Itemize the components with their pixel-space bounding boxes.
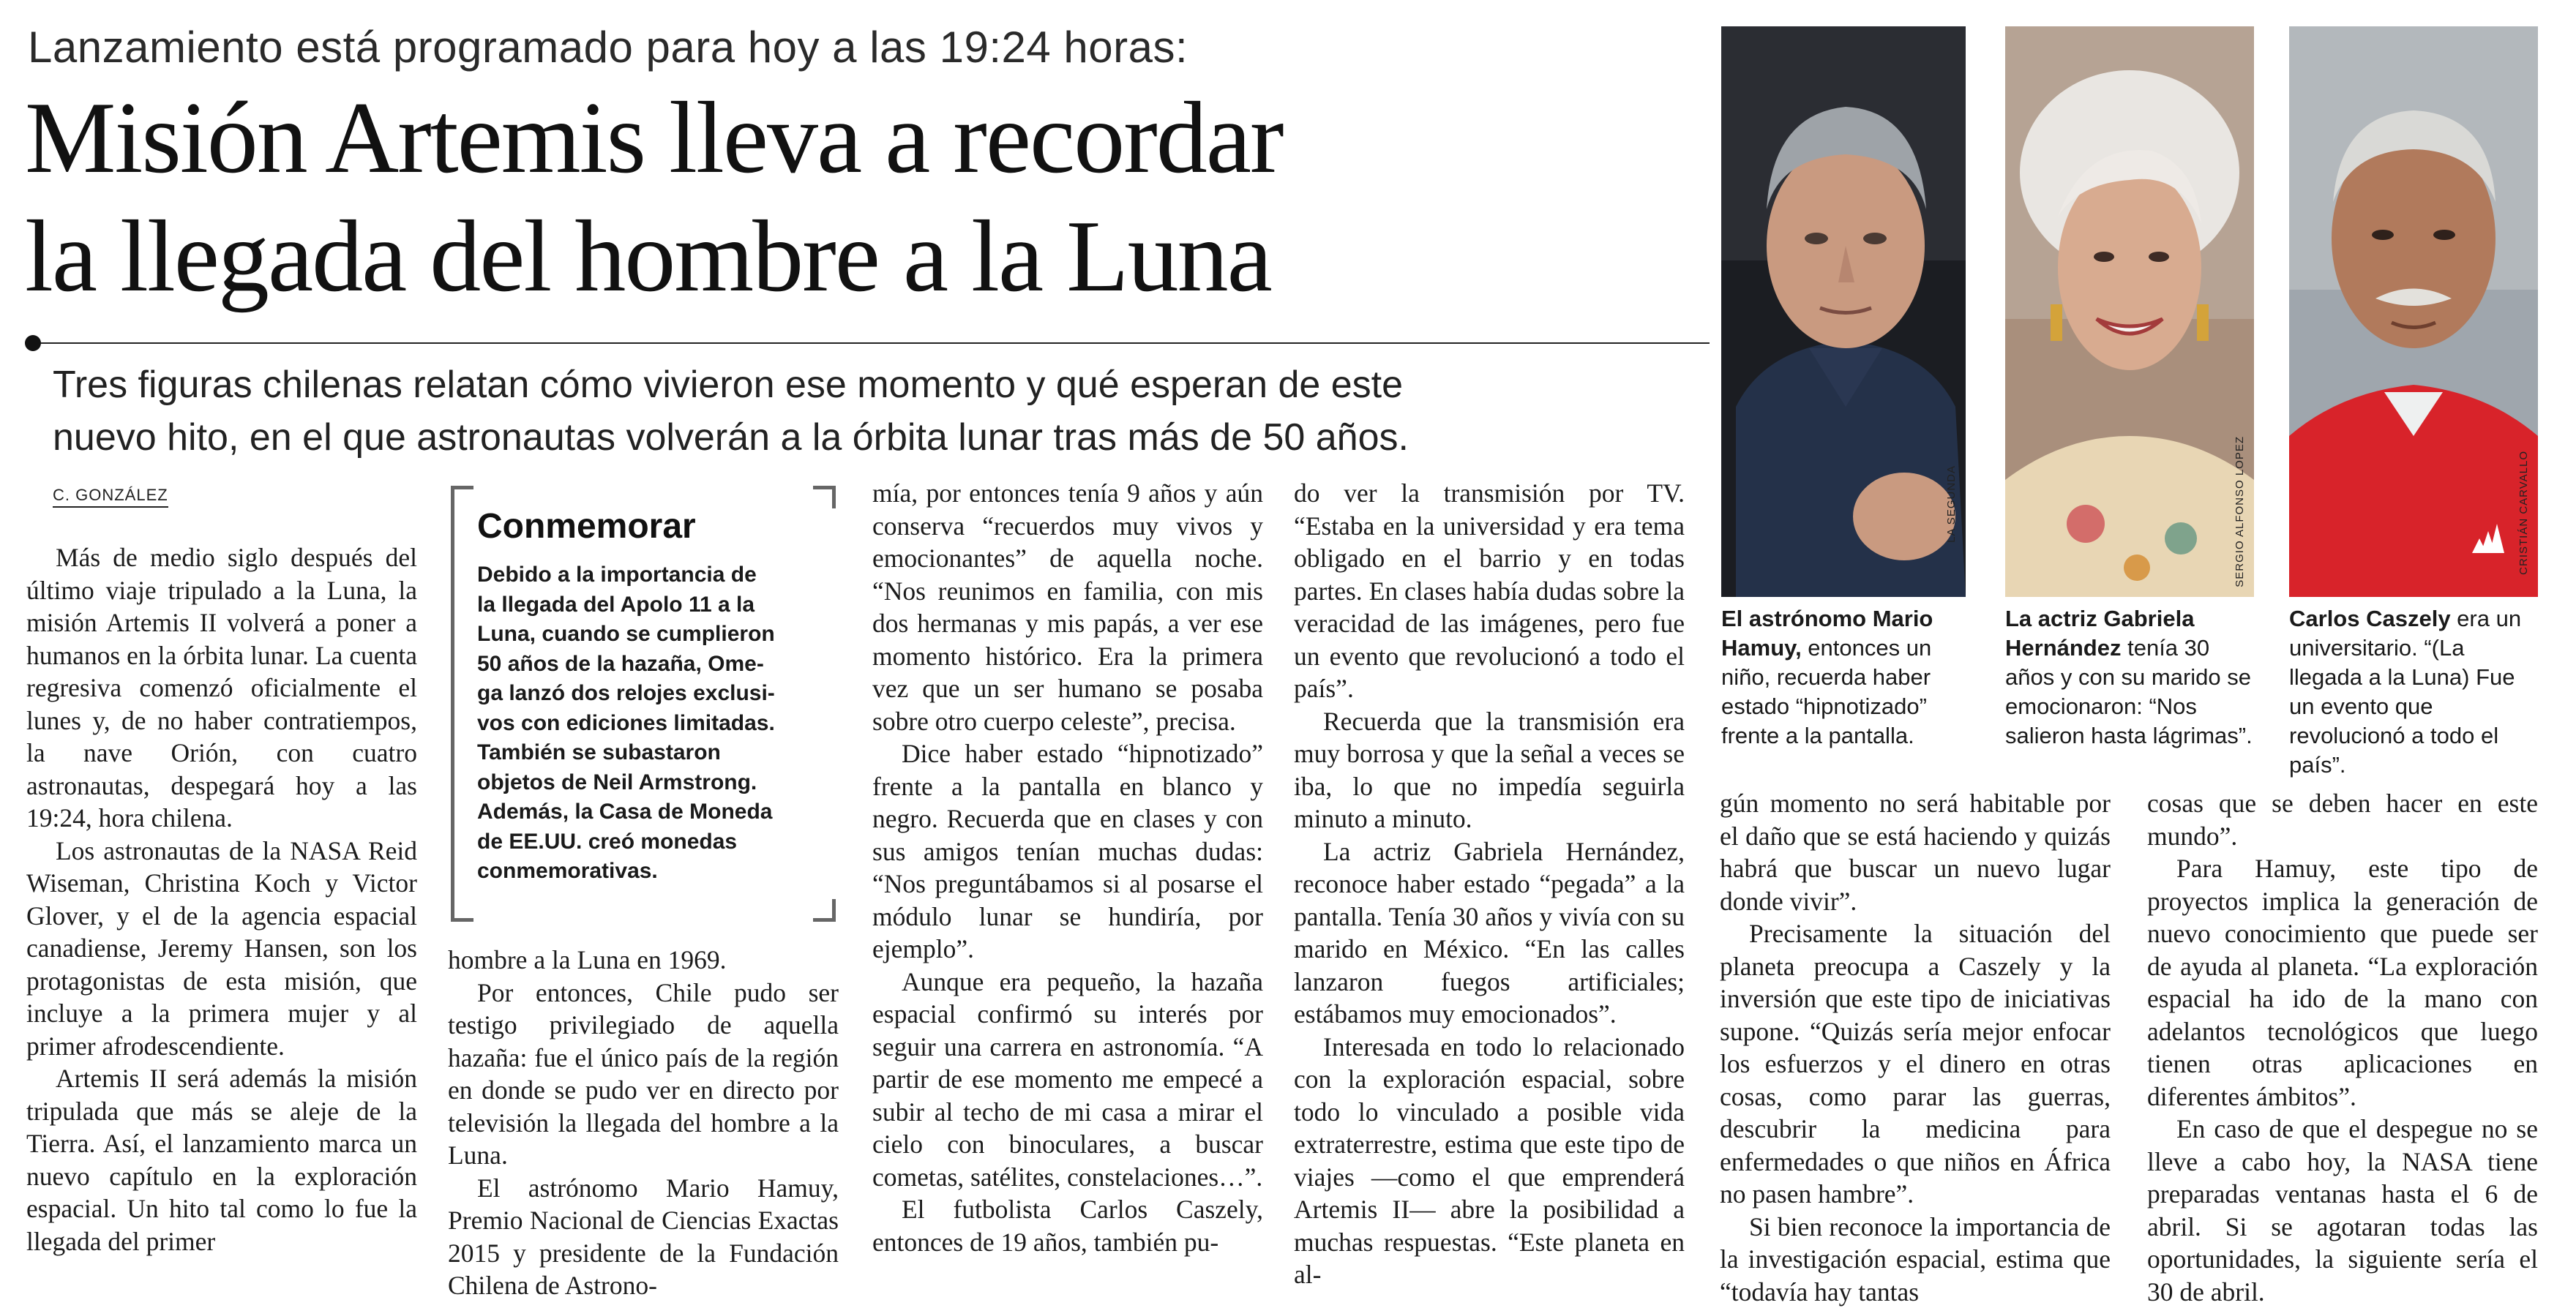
portrait-hamuy [1721, 26, 1966, 597]
paragraph: Más de medio siglo después del último viaje tripulado a la Luna, la misión Artemis II volverá a poner a humanos en la órbita lunar. La cuenta regresiva comenzó oficialmente el lunes y, de no haber contratiempos, la nave Orión, con cuatro astronautas, despegará hoy a las 19:24, hora chilena. [26, 541, 417, 835]
caption-bold: El astrónomo Mario Hamuy, [1721, 606, 1933, 661]
kicker: Lanzamiento está programado para hoy a las 19:24 horas: [28, 22, 1188, 72]
photo-credit: SERGIO ALFONSO LOPEZ [2234, 436, 2246, 587]
headline-rule-dot [25, 335, 41, 351]
box-corner [813, 899, 836, 922]
paragraph: cosas que se deben hacer en este mundo”. [2147, 787, 2538, 852]
sidebar-line: 50 años de la hazaña, Ome- [477, 650, 820, 680]
portrait-hernandez [2005, 26, 2254, 597]
sidebar-line: También se subastaron [477, 738, 820, 768]
headline-rule [41, 342, 1710, 344]
paragraph: Dice haber estado “hipnotizado” frente a la pantalla en blanco y negro. Recuerda que en clases y con sus amigos tenían muchas dudas: “Nos preguntábamos si al posarse el módulo lunar se hundiría, por ejemplo”. [872, 737, 1263, 966]
portrait-caszely [2289, 26, 2538, 597]
paragraph: Por entonces, Chile pudo ser testigo privilegiado de aquella hazaña: fue el único país de la región en donde se pudo ver en directo por televisión la llegada del hombre a la Luna. [448, 977, 839, 1172]
paragraph: Los astronautas de la NASA Reid Wiseman, Christina Koch y Victor Glover, y el de la agencia espacial canadiense, Jeremy Hansen, son los protagonistas de esta misión, que incluye a la primera mujer y al primer afrodescendiente. [26, 835, 417, 1063]
paragraph: La actriz Gabriela Hernández, reconoce haber estado “pegada” a la pantalla. Tenía 30 años y vivía con su marido en México. “En las calles lanzaron fuegos artificiales; estábamos muy emocionados”. [1294, 835, 1685, 1031]
box-corner [813, 486, 836, 508]
body-column-2 [448, 944, 839, 1302]
paragraph: Interesada en todo lo relacionado con la exploración espacial, sobre todo lo vinculado a posible vida extraterrestre, estima que este tipo de viajes —como el que emprenderá Artemis II— abre la posibilidad a muchas respuestas. “Este planeta en al- [1294, 1031, 1685, 1291]
body-column-3 [872, 477, 1263, 1258]
deck [53, 358, 1677, 464]
photo-mario-hamuy [1721, 26, 1966, 597]
paragraph: Recuerda que la transmisión era muy borrosa y que la señal a veces se iba, lo que no impedía seguirla minuto a minuto. [1294, 705, 1685, 835]
byline: C. GONZÁLEZ [53, 486, 168, 508]
headline [25, 79, 1708, 316]
sidebar-line: conmemorativas. [477, 857, 820, 887]
sidebar-line: Luna, cuando se cumplieron [477, 620, 820, 650]
photo-caption-3 [2289, 604, 2538, 780]
sidebar-line: vos con ediciones limitadas. [477, 709, 820, 739]
body-column-4 [1294, 477, 1685, 1291]
paragraph: En caso de que el despegue no se lleve a cabo hoy, la NASA tiene preparadas ventanas hasta el 6 de abril. Si se agotaran todas las oportunidades, la siguiente sería el 30 de abril. [2147, 1113, 2538, 1308]
headline-line-1: Misión Artemis lleva a recordar [25, 79, 1708, 198]
sidebar-line: objetos de Neil Armstrong. [477, 768, 820, 798]
paragraph: Precisamente la situación del planeta preocupa a Caszely y la inversión que este tipo de iniciativas supone. “Quizás sería mejor enfocar los esfuerzos y el dinero en otras cosas, como parar las guerras, descubrir la medicina para enfermedades o que niños en África no pasen hambre”. [1720, 917, 2111, 1211]
deck-line-2: nuevo hito, en el que astronautas volverán a la órbita lunar tras más de 50 años. [53, 411, 1677, 464]
body-column-6 [2147, 787, 2538, 1308]
box-side-rule [451, 505, 454, 903]
paragraph: Si bien reconoce la importancia de la investigación espacial, estima que “todavía hay tantas [1720, 1211, 2111, 1308]
caption-bold: La actriz Gabriela Hernández [2005, 606, 2194, 661]
body-column-1 [26, 541, 417, 1258]
photo-caption-1 [1721, 604, 1966, 751]
caption-text: era un universitario. “(La llegada a la Luna) Fue un evento que revolucionó a todo el país”. [2289, 606, 2521, 778]
photo-credit: CRISTIÁN CARVALLO [2517, 451, 2530, 575]
sidebar-box [451, 486, 836, 922]
sidebar-body [477, 560, 820, 887]
sidebar-title: Conmemorar [477, 506, 820, 547]
paragraph: gún momento no será habitable por el daño que se está haciendo y quizás habrá que buscar un nuevo lugar donde vivir”. [1720, 787, 2111, 917]
body-column-5 [1720, 787, 2111, 1308]
paragraph: Artemis II será además la misión tripulada que más se aleje de la Tierra. Así, el lanzamiento marca un nuevo capítulo en la exploración espacial. Un hito tal como lo fue la llegada del primer [26, 1062, 417, 1258]
sidebar-line: de EE.UU. creó monedas [477, 827, 820, 857]
paragraph: El astrónomo Mario Hamuy, Premio Nacional de Ciencias Exactas 2015 y presidente de la Fundación Chilena de Astrono- [448, 1172, 839, 1302]
deck-line-1: Tres figuras chilenas relatan cómo vivieron ese momento y qué esperan de este [53, 358, 1677, 411]
photo-gabriela-hernandez [2005, 26, 2254, 597]
paragraph: Aunque era pequeño, la hazaña espacial confirmó su interés por seguir una carrera en astronomía. “A partir de ese momento me empecé a subir al techo de mi casa a mirar el cielo con binoculares, a buscar cometas, satélites, constelaciones…”. [872, 966, 1263, 1194]
paragraph: El futbolista Carlos Caszely, entonces de 19 años, también pu- [872, 1193, 1263, 1258]
sidebar-line: Además, la Casa de Moneda [477, 797, 820, 827]
headline-line-2: la llegada del hombre a la Luna [25, 198, 1708, 316]
paragraph: hombre a la Luna en 1969. [448, 944, 839, 977]
caption-text: entonces un niño, recuerda haber estado “hipnotizado” frente a la pantalla. [1721, 635, 1931, 748]
caption-bold: Carlos Caszely [2289, 606, 2451, 631]
sidebar-line: la llegada del Apolo 11 a la [477, 590, 820, 620]
paragraph: mía, por entonces tenía 9 años y aún conserva “recuerdos muy vivos y emocionantes” de aquella noche. “Nos reunimos en familia, con mis dos hermanas y mis papás, a ver ese momento histórico. Era la primera vez que un ser humano se posaba sobre otro cuerpo celeste”, precisa. [872, 477, 1263, 737]
paragraph: Para Hamuy, este tipo de proyectos implica la generación de nuevo conocimiento que puede ser de ayuda al planeta. “La exploración espacial ha ido de la mano con adelantos tecnológicos que luego tienen otras aplicaciones en diferentes ámbitos”. [2147, 852, 2538, 1113]
paragraph: do ver la transmisión por TV. “Estaba en la universidad y era tema obligado en el barrio y en todas partes. En clases había dudas sobre la veracidad de las imágenes, pero fue un evento que revolucionó a todo el país”. [1294, 477, 1685, 705]
photo-caption-2 [2005, 604, 2254, 751]
caption-text: tenía 30 años y con su marido se emocionaron: “Nos salieron hasta lágrimas”. [2005, 635, 2253, 748]
photo-carlos-caszely [2289, 26, 2538, 597]
sidebar-line: Debido a la importancia de [477, 560, 820, 590]
sidebar-line: ga lanzó dos relojes exclusi- [477, 679, 820, 709]
photo-credit: LA SEGUNDA [1945, 465, 1958, 543]
